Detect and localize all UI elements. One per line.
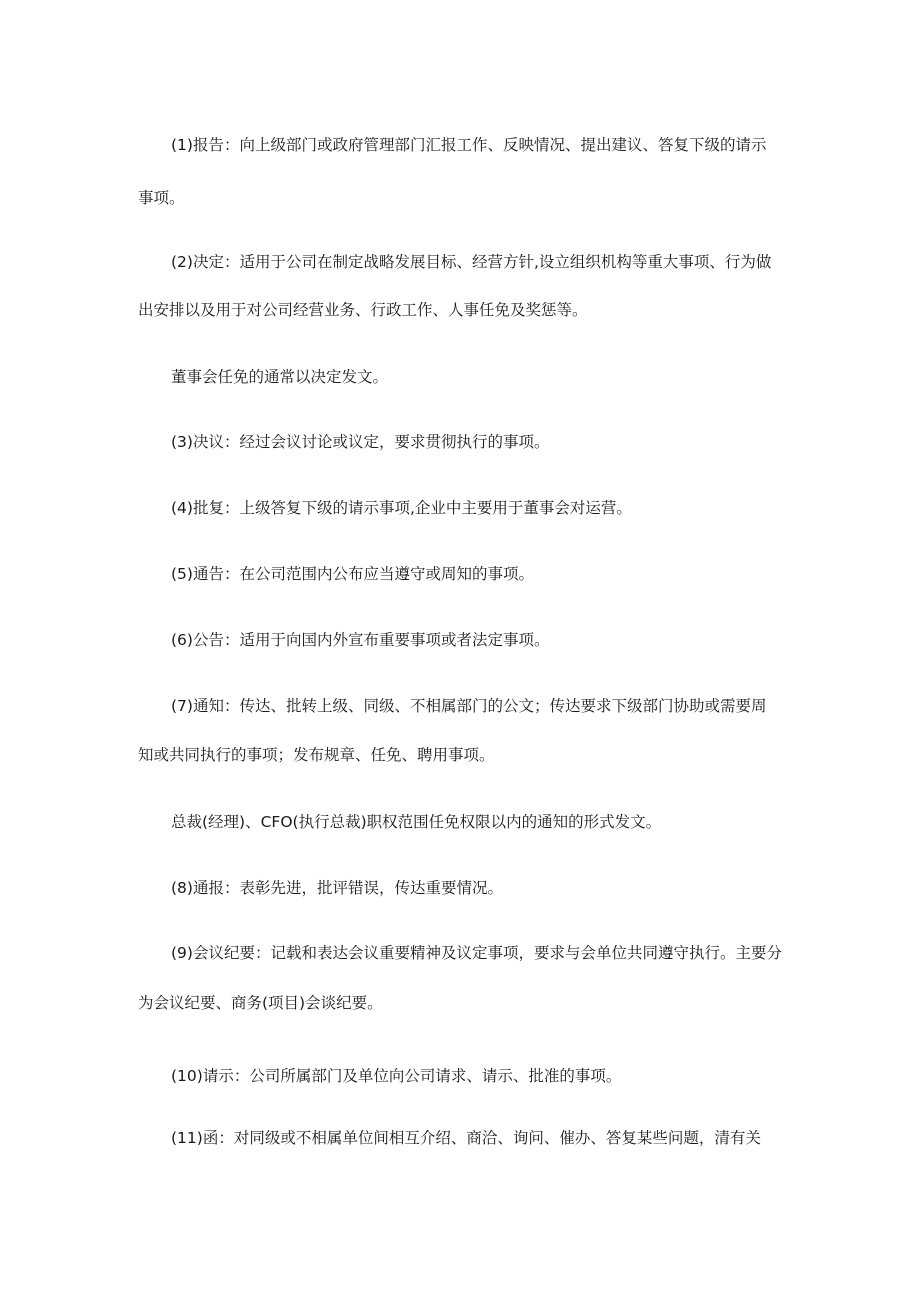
item-9-minutes-line-2: 为会议纪要、商务(项目)会谈纪要。 — [138, 994, 383, 1012]
item-8-circular: (8)通报：表彰先进，批评错误，传达重要情况。 — [171, 879, 503, 897]
item-7-notification-line-2: 知或共同执行的事项；发布规章、任免、聘用事项。 — [138, 746, 495, 764]
item-1-report-line-1: (1)报告：向上级部门或政府管理部门汇报工作、反映情况、提出建议、答复下级的请示 — [171, 136, 767, 154]
item-6-announcement: (6)公告：适用于向国内外宣布重要事项或者法定事项。 — [171, 631, 550, 649]
item-9-minutes-line-1: (9)会议纪要：记载和表达会议重要精神及议定事项，要求与会单位共同遵守执行。主要分 — [171, 944, 782, 962]
item-7-notification-line-1: (7)通知：传达、批转上级、同级、不相属部门的公文；传达要求下级部门协助或需要周 — [171, 697, 767, 715]
item-4-reply: (4)批复：上级答复下级的请示事项,企业中主要用于董事会对运营。 — [171, 499, 632, 517]
item-2-decision-line-2: 出安排以及用于对公司经营业务、行政工作、人事任免及奖惩等。 — [138, 301, 588, 319]
item-11-letter: (11)函：对同级或不相属单位间相互介绍、商洽、询问、催办、答复某些问题，清有关 — [171, 1129, 761, 1147]
item-5-notice: (5)通告：在公司范围内公布应当遵守或周知的事项。 — [171, 565, 534, 583]
ceo-cfo-notice-note: 总裁(经理)、CFO(执行总裁)职权范围任免权限以内的通知的形式发文。 — [171, 813, 662, 831]
item-1-report-line-2: 事项。 — [138, 189, 185, 207]
item-10-request: (10)请示：公司所属部门及单位向公司请求、请示、批准的事项。 — [171, 1067, 622, 1085]
item-2-decision-line-1: (2)决定：适用于公司在制定战略发展目标、经营方针,设立组织机构等重大事项、行为做 — [171, 253, 772, 271]
board-appointment-note: 董事会任免的通常以决定发文。 — [171, 368, 389, 386]
item-3-resolution: (3)决议：经过会议讨论或议定，要求贯彻执行的事项。 — [171, 433, 550, 451]
